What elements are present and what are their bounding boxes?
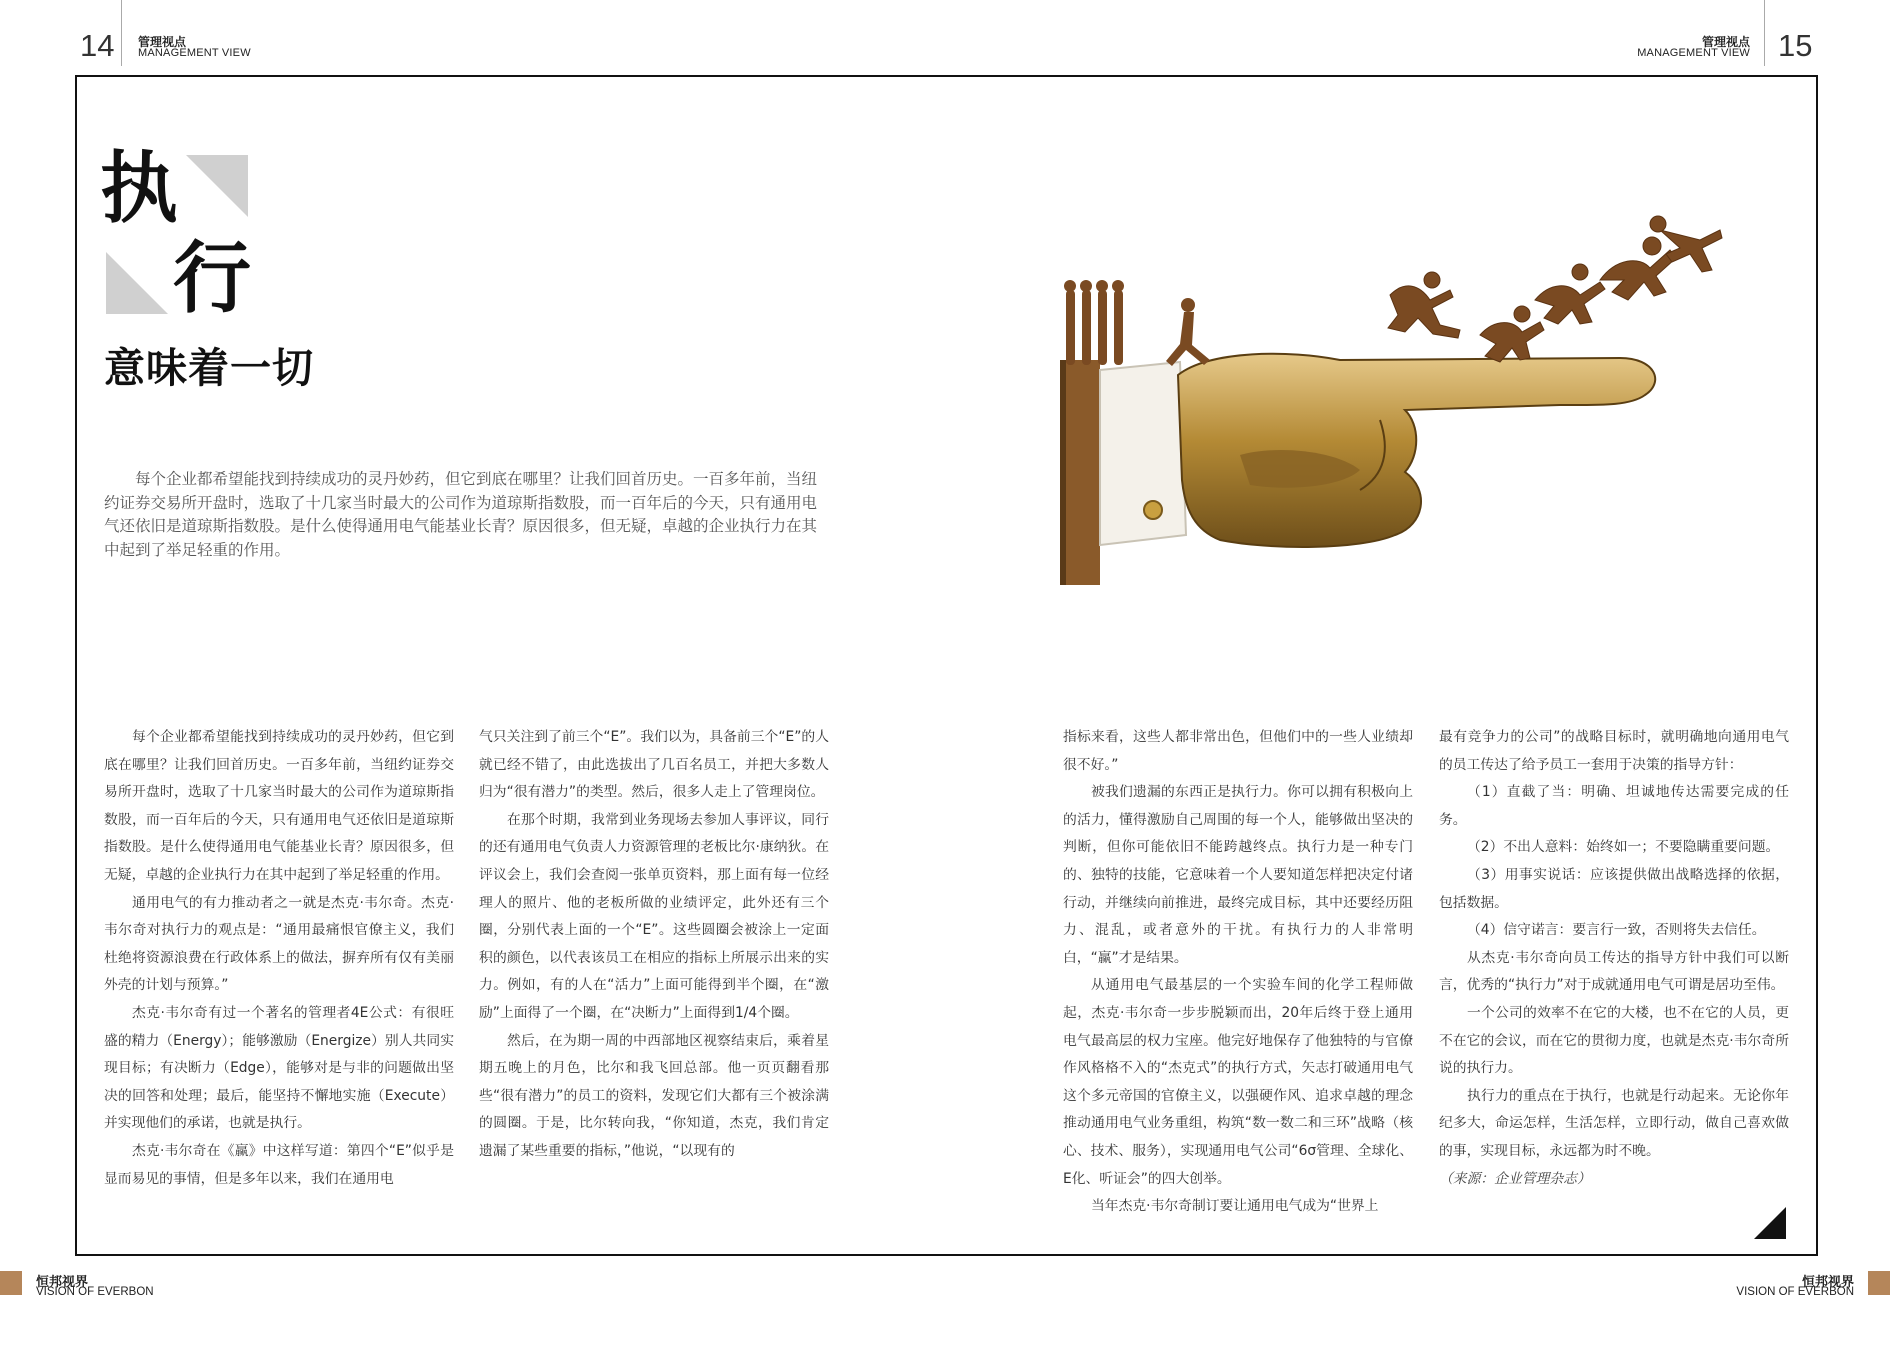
article-end-mark bbox=[1754, 1207, 1786, 1239]
body-column-2 bbox=[479, 724, 829, 1166]
col4-paragraph-1: 最有竞争力的公司”的战略目标时，就明确地向通用电气的员工传达了给予员工一套用于决策的指导方针： bbox=[1439, 729, 1789, 773]
col2-paragraph-1: 气只关注到了前三个“E”。我们以为，具备前三个“E”的人就已经不错了，由此选拔出了几百名员工，并把大多数人归为“很有潜力”的类型。然后，很多人走上了管理岗位。 bbox=[479, 729, 829, 801]
col2-paragraph-3: 然后，在为期一周的中西部地区视察结束后，乘着星期五晚上的月色，比尔和我飞回总部。他一页页翻看那些“很有潜力”的员工的资料，发现它们大都有三个被涂满的圆圈。于是，比尔转向我，“你知道，杰克，我们肯定遗漏了某些重要的指标，”他说，“以现有的 bbox=[479, 1032, 829, 1159]
col3-paragraph-3: 从通用电气最基层的一个实验车间的化学工程师做起，杰克·韦尔奇一步步脱颖而出，20年后终于登上通用电气最高层的权力宝座。他完好地保存了他独特的与官僚作风格格不入的“杰克式”的执行方式，矢志打破通用电气这个多元帝国的官僚主义，以强硬作风、追求卓越的理念推动通用电气业务重组，构筑“数一数二和三环”战略（核心、技术、服务），实现通用电气公司“6σ管理、全球化、E化、听证会”的四大创举。 bbox=[1063, 977, 1413, 1187]
title-triangle-top bbox=[186, 155, 248, 217]
col1-paragraph-1: 每个企业都希望能找到持续成功的灵丹妙药，但它到底在哪里？让我们回首历史。一百多年前，当纽约证券交易所开盘时，选取了十几家当时最大的公司作为道琼斯指数股，而一百年后的今天，只有通用电气还依旧是道琼斯指数股。是什么使得通用电气能基业长青？原因很多，但无疑，卓越的企业执行力在其中起到了举足轻重的作用。 bbox=[104, 729, 454, 883]
body-column-1 bbox=[104, 724, 454, 1193]
intro-paragraph: 每个企业都希望能找到持续成功的灵丹妙药，但它到底在哪里？让我们回首历史。一百多年前，当纽约证券交易所开盘时，选取了十几家当时最大的公司作为道琼斯指数股，而一百年后的今天，只有通用电气还依旧是道琼斯指数股。是什么使得通用电气能基业长青？原因很多，但无疑，卓越的企业执行力在其中起到了举足轻重的作用。 bbox=[104, 470, 818, 559]
col4-list-item-1: （1）直截了当：明确、坦诚地传达需要完成的任务。 bbox=[1439, 784, 1789, 828]
col3-paragraph-1: 指标来看，这些人都非常出色，但他们中的一些人业绩却很不好。” bbox=[1063, 729, 1413, 773]
section-title-en-right: MANAGEMENT VIEW bbox=[1637, 47, 1750, 59]
body-column-4 bbox=[1439, 724, 1789, 1193]
source-credit: （来源：企业管理杂志） bbox=[1439, 1170, 1591, 1187]
section-title-cn-left: 管理视点 bbox=[138, 35, 187, 49]
pointing-hand-illustration bbox=[1060, 210, 1780, 595]
section-title-cn-right: 管理视点 bbox=[1701, 35, 1750, 49]
col4-paragraph-4: 执行力的重点在于执行，也就是行动起来。无论你年纪多大，命运怎样，生活怎样，立即行动，做自己喜欢做的事，实现目标，永远都为时不晚。 bbox=[1439, 1087, 1789, 1159]
header-divider-left bbox=[121, 0, 122, 66]
title-char-2: 行 bbox=[173, 233, 252, 324]
footer-brand-en-right: VISION OF EVERBON bbox=[1736, 1286, 1854, 1298]
page-number-right: 15 bbox=[1778, 28, 1813, 63]
footer-tab-right bbox=[1868, 1271, 1890, 1295]
title-triangle-bottom bbox=[106, 252, 168, 314]
col4-paragraph-3: 一个公司的效率不在它的大楼，也不在它的人员，更不在它的会议，而在它的贯彻力度，也就是杰克·韦尔奇所说的执行力。 bbox=[1439, 1004, 1789, 1077]
title-char-1: 执 bbox=[100, 143, 179, 234]
section-title-en-left: MANAGEMENT VIEW bbox=[138, 47, 251, 59]
body-column-3 bbox=[1063, 724, 1413, 1221]
col3-paragraph-4: 当年杰克·韦尔奇制订要让通用电气成为“世界上 bbox=[1091, 1198, 1379, 1215]
col1-paragraph-2: 通用电气的有力推动者之一就是杰克·韦尔奇。杰克·韦尔奇对执行力的观点是：“通用最痛恨官僚主义，我们杜绝将资源浪费在行政体系上的做法，摒弃所有仅有美丽外壳的计划与预算。” bbox=[104, 894, 454, 994]
col4-list-item-2: （2）不出人意料：始终如一；不要隐瞒重要问题。 bbox=[1467, 839, 1780, 856]
article-subtitle: 意味着一切 bbox=[104, 344, 314, 392]
col4-list-item-3: （3）用事实说话：应该提供做出战略选择的依据，包括数据。 bbox=[1439, 866, 1789, 911]
footer-brand-cn-right: 恒邦视界 bbox=[1801, 1275, 1854, 1290]
page-number-left: 14 bbox=[80, 28, 115, 63]
col1-paragraph-4: 杰克·韦尔奇在《赢》中这样写道：第四个“E”似乎是显而易见的事情，但是多年以来，我们在通用电 bbox=[104, 1142, 454, 1187]
col1-paragraph-3: 杰克·韦尔奇有过一个著名的管理者4E公式：有很旺盛的精力（Energy）；能够激励（Energize）别人共同实现目标；有决断力（Edge），能够对是与非的问题做出坚决的回答和处理；最后，能坚持不懈地实施（Execute）并实现他们的承诺，也就是执行。 bbox=[104, 1004, 454, 1132]
col4-list-item-4: （4）信守诺言：要言行一致，否则将失去信任。 bbox=[1467, 922, 1766, 939]
col2-paragraph-2: 在那个时期，我常到业务现场去参加人事评议，同行的还有通用电气负责人力资源管理的老板比尔·康纳狄。在评议会上，我们会查阅一张单页资料，那上面有每一位经理人的照片、他的老板所做的业绩评定，此外还有三个圈，分别代表上面的一个“E”。这些圆圈会被涂上一定面积的颜色，以代表该员工在相应的指标上所展示出来的实力。例如，有的人在“活力”上面可能得到半个圈，在“激励”上面得了一个圈，在“决断力”上面得到1/4个圈。 bbox=[479, 811, 829, 1021]
header-divider-right bbox=[1764, 0, 1765, 66]
col4-paragraph-2: 从杰克·韦尔奇向员工传达的指导方针中我们可以断言，优秀的“执行力”对于成就通用电气可谓是居功至伟。 bbox=[1439, 949, 1789, 994]
footer-brand-cn-left: 恒邦视界 bbox=[36, 1275, 89, 1290]
footer-brand-en-left: VISION OF EVERBON bbox=[36, 1286, 154, 1298]
footer-tab-left bbox=[0, 1271, 22, 1295]
col3-paragraph-2: 被我们遗漏的东西正是执行力。你可以拥有积极向上的活力，懂得激励自己周围的每一个人，能够做出坚决的判断，但你可能依旧不能跨越终点。执行力是一种专门的、独特的技能，它意味着一个人要知道怎样把决定付诸行动，并继续向前推进，最终完成目标，其中还要经历阻力、混乱，或者意外的干扰。有执行力的人非常明白，“赢”才是结果。 bbox=[1063, 784, 1413, 966]
